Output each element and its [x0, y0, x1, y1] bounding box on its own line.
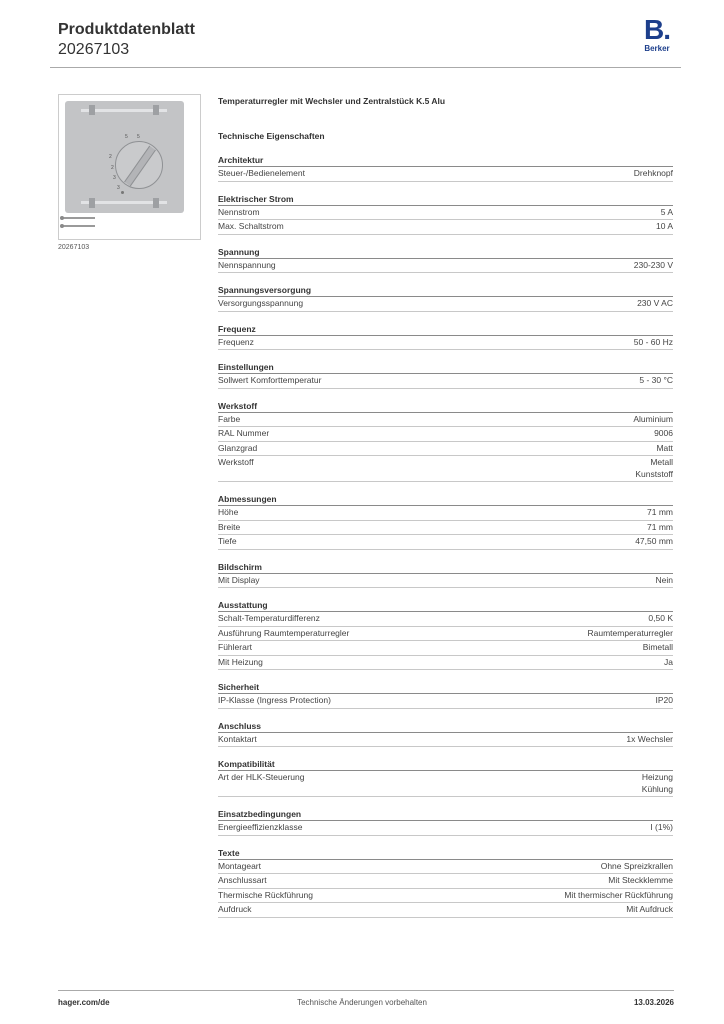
spec-value: 10 A — [655, 221, 673, 231]
image-caption: 20267103 — [58, 244, 90, 251]
footer-divider — [58, 990, 674, 991]
tech-properties-heading: Technische Eigenschaften — [218, 131, 325, 141]
spec-row — [218, 860, 673, 875]
dial-number: 2 — [109, 154, 112, 160]
logo-mark: B. — [644, 14, 670, 45]
spec-label: Sollwert Komforttemperatur — [218, 375, 322, 385]
spec-value: Metall Kunststoff — [635, 457, 673, 479]
spec-section — [218, 322, 673, 351]
section-title: Kompatibilität — [218, 757, 673, 771]
spec-row — [218, 771, 673, 797]
spec-value: Ohne Spreizkrallen — [600, 860, 673, 871]
section-title: Abmessungen — [218, 492, 673, 506]
spec-row — [218, 220, 673, 235]
spec-section — [218, 399, 673, 483]
section-title: Texte — [218, 846, 673, 860]
dial-marker — [121, 191, 124, 194]
section-title: Architektur — [218, 153, 673, 167]
spec-value: IP20 — [655, 695, 673, 705]
spec-value: Drehknopf — [633, 168, 673, 178]
spec-label: Steuer-/Bedienelement — [218, 168, 305, 178]
plate-tab — [89, 198, 95, 208]
document-title: Produktdatenblatt — [58, 21, 195, 38]
spec-label: Anschlussart — [218, 875, 267, 885]
spec-value: Nein — [655, 574, 673, 585]
spec-value: 230 V AC — [637, 298, 673, 308]
spec-label: Art der HLK-Steuerung — [218, 772, 305, 782]
berker-logo — [640, 16, 674, 54]
spec-row — [218, 297, 673, 312]
spec-label: Mit Heizung — [218, 656, 263, 667]
spec-value: Mit Aufdruck — [626, 904, 673, 914]
spec-row — [218, 612, 673, 627]
spec-row — [218, 627, 673, 642]
spec-value: Ja — [664, 656, 673, 667]
spec-label: Glanzgrad — [218, 442, 258, 453]
spec-label: Farbe — [218, 413, 241, 424]
spec-section — [218, 360, 673, 389]
spec-section — [218, 283, 673, 312]
header-divider — [50, 67, 681, 68]
screw-icon — [63, 217, 95, 219]
spec-row — [218, 694, 673, 709]
spec-label: Versorgungsspannung — [218, 298, 304, 308]
spec-value: 0,50 K — [648, 613, 673, 623]
spec-section — [218, 680, 673, 709]
section-title: Frequenz — [218, 322, 673, 336]
spec-label: Nennstrom — [218, 206, 260, 217]
spec-row — [218, 506, 673, 521]
spec-value: Bimetall — [642, 642, 673, 652]
rotary-knob-icon — [115, 141, 163, 189]
spec-value: 50 - 60 Hz — [633, 336, 673, 347]
spec-section — [218, 807, 673, 836]
spec-value: 71 mm — [647, 521, 673, 532]
dial-number: 2 — [111, 165, 114, 171]
spec-value: 230-230 V — [633, 259, 673, 270]
spec-section — [218, 492, 673, 550]
spec-value: Mit Steckklemme — [608, 875, 673, 885]
spec-value: Aluminium — [633, 413, 673, 424]
spec-row — [218, 574, 673, 589]
spec-row — [218, 874, 673, 889]
spec-value: Matt — [656, 442, 673, 453]
section-title: Einstellungen — [218, 360, 673, 374]
dial-number: 3 — [117, 185, 120, 191]
spec-label: Montageart — [218, 860, 261, 871]
section-title: Einsatzbedingungen — [218, 807, 673, 821]
spec-value: 9006 — [654, 428, 673, 438]
spec-value: 5 A — [660, 206, 673, 217]
spec-section — [218, 846, 673, 918]
plate-tab — [153, 198, 159, 208]
spec-value: I (1%) — [650, 822, 673, 832]
spec-label: Thermische Rückführung — [218, 889, 313, 900]
spec-row — [218, 167, 673, 182]
dial-number: 5 — [125, 134, 128, 140]
section-title: Anschluss — [218, 719, 673, 733]
spec-label: RAL Nummer — [218, 428, 270, 438]
plate-tab — [89, 105, 95, 115]
spec-label: Schalt-Temperaturdifferenz — [218, 613, 320, 623]
footer-date: 13.03.2026 — [633, 998, 674, 1007]
section-title: Ausstattung — [218, 598, 673, 612]
spec-row — [218, 413, 673, 428]
spec-value: 47,50 mm — [635, 536, 673, 546]
spec-section — [218, 192, 673, 235]
spec-row — [218, 903, 673, 918]
section-title: Bildschirm — [218, 560, 673, 574]
spec-row — [218, 259, 673, 274]
spec-row — [218, 427, 673, 442]
spec-label: Werkstoff — [218, 457, 254, 467]
section-title: Sicherheit — [218, 680, 673, 694]
spec-label: IP-Klasse (Ingress Protection) — [218, 695, 331, 705]
spec-sections — [218, 153, 673, 918]
product-image — [58, 94, 201, 240]
spec-row — [218, 442, 673, 457]
spec-label: Breite — [218, 521, 241, 532]
spec-label: Nennspannung — [218, 259, 276, 270]
spec-label: Energieeffizienzklasse — [218, 822, 303, 832]
page-header — [58, 14, 674, 66]
product-name: Temperaturregler mit Wechsler und Zentralstück K.5 Alu — [218, 96, 446, 106]
spec-label: Fühlerart — [218, 642, 253, 652]
spec-label: Tiefe — [218, 536, 237, 546]
spec-row — [218, 521, 673, 536]
spec-label: Max. Schaltstrom — [218, 221, 284, 231]
spec-label: Frequenz — [218, 336, 254, 347]
dial-number: 5 — [137, 134, 140, 140]
footer-disclaimer: Technische Änderungen vorbehalten — [297, 998, 427, 1007]
spec-row — [218, 656, 673, 671]
spec-value: 5 - 30 °C — [639, 375, 673, 385]
footer-website: hager.com/de — [58, 998, 110, 1007]
thermostat-plate — [65, 101, 184, 213]
spec-value: Raumtemperaturregler — [587, 627, 673, 638]
spec-label: Ausführung Raumtemperaturregler — [218, 627, 350, 638]
spec-row — [218, 889, 673, 904]
spec-value: 71 mm — [647, 507, 673, 517]
spec-section — [218, 245, 673, 274]
dial-number: 3 — [113, 175, 116, 181]
spec-row — [218, 206, 673, 221]
spec-value: Heizung Kühlung — [641, 772, 673, 794]
spec-table — [218, 94, 673, 918]
spec-label: Mit Display — [218, 574, 260, 585]
spec-label: Aufdruck — [218, 904, 252, 914]
section-title: Elektrischer Strom — [218, 192, 673, 206]
spec-section — [218, 598, 673, 670]
spec-section — [218, 560, 673, 589]
spec-row — [218, 336, 673, 351]
document-number: 20267103 — [58, 41, 130, 58]
spec-label: Höhe — [218, 507, 239, 517]
spec-row — [218, 733, 673, 748]
section-title: Spannungsversorgung — [218, 283, 673, 297]
spec-value: 1x Wechsler — [626, 733, 673, 744]
spec-row — [218, 821, 673, 836]
plate-tab — [153, 105, 159, 115]
spec-row — [218, 456, 673, 482]
spec-row — [218, 374, 673, 389]
knob-grip — [124, 146, 156, 187]
spec-section — [218, 757, 673, 797]
spec-label: Kontaktart — [218, 733, 257, 744]
spec-row — [218, 641, 673, 656]
section-title: Werkstoff — [218, 399, 673, 413]
screw-icon — [63, 225, 95, 227]
spec-row — [218, 535, 673, 550]
spec-value: Mit thermischer Rückführung — [564, 889, 673, 900]
spec-section — [218, 153, 673, 182]
logo-text: Berker — [644, 44, 670, 53]
spec-section — [218, 719, 673, 748]
section-title: Spannung — [218, 245, 673, 259]
